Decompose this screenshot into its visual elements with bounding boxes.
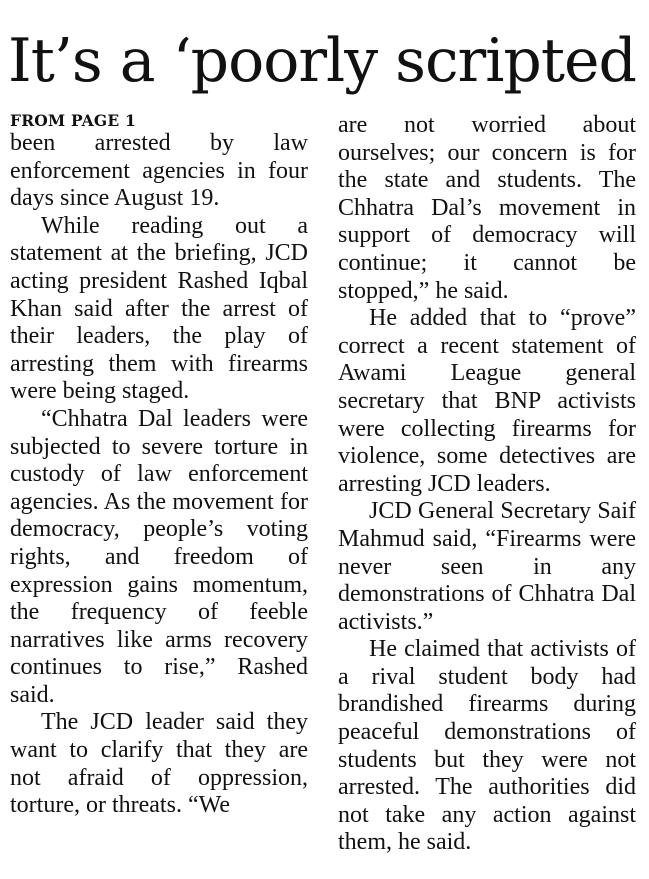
paragraph-continued: are not worried about ourselves; our concern is for the state and students. The Chhatra Dal’s movement in support of democracy will continue; it cannot be stopped,” he said. xyxy=(338,112,636,304)
article-column-right xyxy=(338,112,636,857)
paragraph: He claimed that activists of a rival student body had brandished firearms during peaceful demonstrations of students but they were not arrested. The authorities did not take any action against them, he said. xyxy=(338,636,636,856)
paragraph: He added that to “prove” correct a recent statement of Awami League general secretary that BNP activists were collecting firearms for violence, some detectives are arresting JCD leaders. xyxy=(338,305,636,497)
paragraph: While reading out a statement at the briefing, JCD acting president Rashed Iqbal Khan said after the arrest of their leaders, the play of arresting them with firearms were being staged. xyxy=(10,212,308,405)
paragraph: “Chhatra Dal leaders were subjected to severe torture in custody of law enforcement agencies. As the movement for democracy, people’s voting rights, and freedom of expression gains momentum, the frequency of feeble narratives like arms recovery continues to rise,” Rashed said. xyxy=(10,405,308,708)
paragraph: The JCD leader said they want to clarify that they are not afraid of oppression, torture, or threats. “We xyxy=(10,709,308,819)
paragraph-continued: been arrested by law enforcement agencies in four days since August 19. xyxy=(10,130,308,212)
headline: It’s a ‘poorly scripted xyxy=(8,26,636,96)
article-column-left xyxy=(10,112,308,820)
paragraph: JCD General Secretary Saif Mahmud said, “Firearms were never seen in any demonstrations of Chhatra Dal activists.” xyxy=(338,498,636,635)
kicker-from-page: FROM PAGE 1 xyxy=(10,111,136,130)
